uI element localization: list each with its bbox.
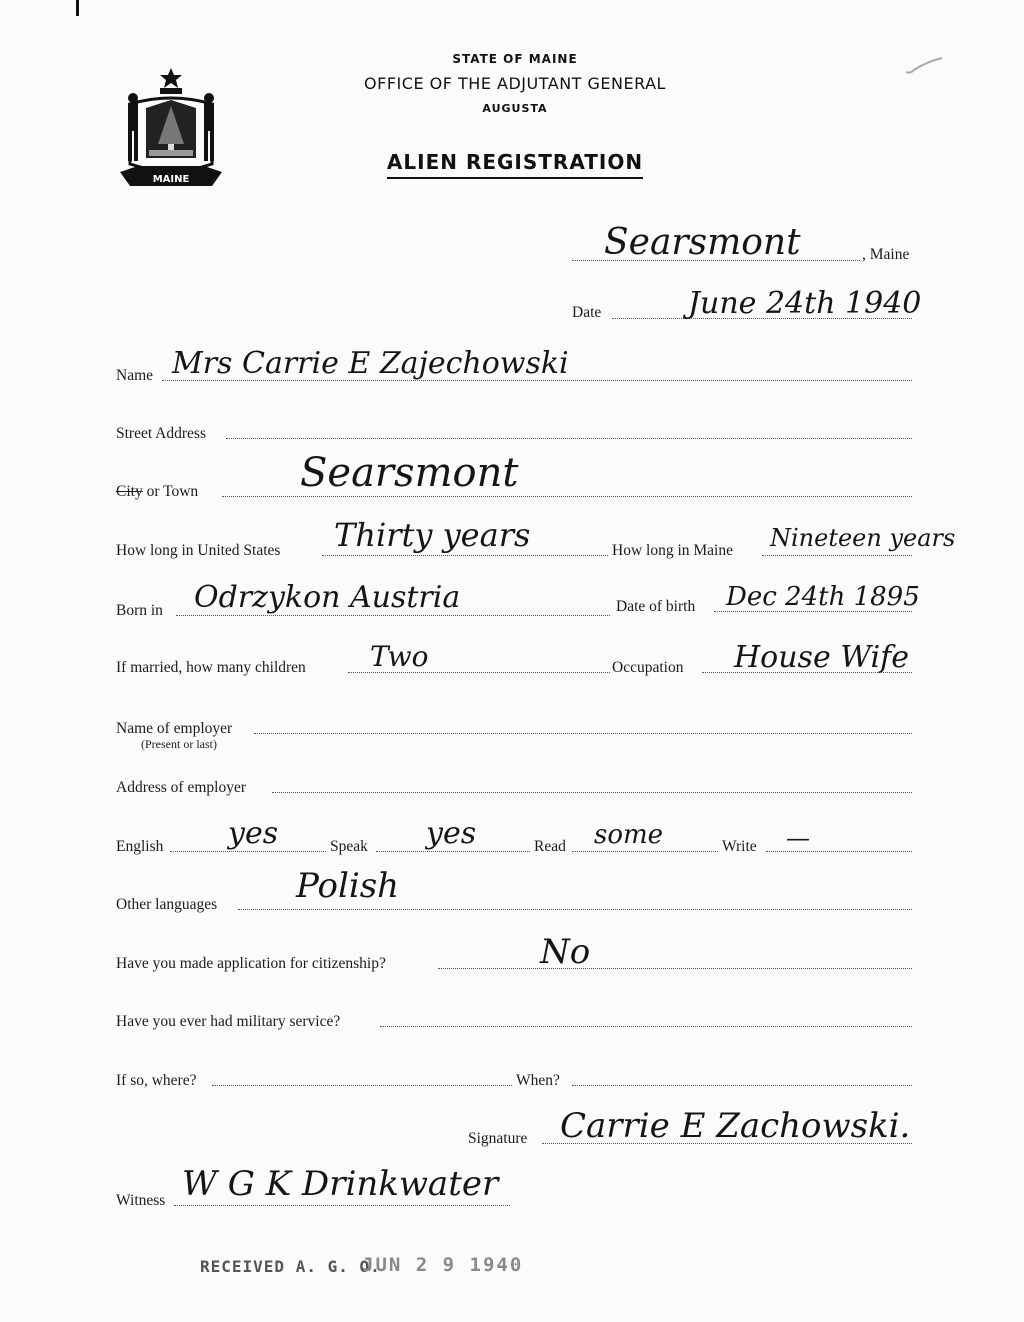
speak-label: Speak — [330, 838, 368, 855]
read-label: Read — [534, 838, 566, 855]
other-languages-value: Polish — [296, 866, 400, 906]
received-date-stamp: JUN 2 9 1940 — [362, 1254, 524, 1276]
how-long-us-label: How long in United States — [116, 542, 281, 559]
occupation-value: House Wife — [734, 640, 909, 675]
employer-address-label: Address of employer — [116, 779, 246, 796]
city-label: City or Town — [116, 483, 199, 500]
citizenship-value: No — [540, 932, 591, 972]
signature-value: Carrie E Zachowski. — [560, 1106, 911, 1146]
signature-label: Signature — [468, 1130, 528, 1147]
corner-mark — [76, 0, 79, 16]
maine-label: , Maine — [862, 246, 910, 263]
check-mark-icon — [904, 56, 944, 78]
name-label: Name — [116, 367, 154, 384]
occupation-label: Occupation — [612, 659, 684, 676]
how-long-maine-value: Nineteen years — [770, 524, 956, 552]
employer-name-sublabel: (Present or last) — [141, 737, 217, 751]
svg-text:MAINE: MAINE — [152, 174, 190, 185]
witness-label: Witness — [116, 1192, 166, 1209]
other-languages-label: Other languages — [116, 896, 218, 913]
form-title: ALIEN REGISTRATION — [0, 150, 1024, 174]
header-office: OFFICE OF THE ADJUTANT GENERAL — [364, 74, 666, 93]
how-long-maine-label: How long in Maine — [612, 542, 733, 559]
city-value: Searsmont — [300, 450, 519, 496]
witness-value: W G K Drinkwater — [182, 1164, 499, 1204]
when-label: When? — [516, 1072, 560, 1089]
date-value: June 24th 1940 — [688, 286, 922, 321]
received-stamp: RECEIVED A. G. O. — [200, 1257, 381, 1276]
children-value: Two — [370, 640, 429, 673]
date-of-birth-label: Date of birth — [616, 598, 696, 615]
born-in-value: Odrzykon Austria — [194, 580, 461, 615]
employer-name-label: Name of employer — [116, 720, 233, 737]
street-address-label: Street Address — [116, 425, 206, 442]
how-long-us-value: Thirty years — [334, 516, 531, 554]
english-label: English — [116, 838, 164, 855]
children-label: If married, how many children — [116, 659, 306, 676]
military-label: Have you ever had military service? — [116, 1013, 341, 1030]
name-value: Mrs Carrie E Zajechowski — [172, 346, 569, 381]
header-city: AUGUSTA — [482, 102, 548, 115]
citizenship-label: Have you made application for citizenship? — [116, 955, 386, 972]
write-label: Write — [722, 838, 757, 855]
date-of-birth-value: Dec 24th 1895 — [726, 582, 920, 612]
born-in-label: Born in — [116, 602, 163, 619]
date-label: Date — [572, 304, 602, 321]
header-state: STATE OF MAINE — [452, 52, 578, 66]
english-value: yes — [228, 816, 279, 851]
speak-value: yes — [426, 816, 477, 851]
if-so-where-label: If so, where? — [116, 1072, 197, 1089]
place-value: Searsmont — [604, 222, 801, 263]
read-value: some — [594, 820, 664, 850]
write-value: — — [786, 824, 810, 852]
